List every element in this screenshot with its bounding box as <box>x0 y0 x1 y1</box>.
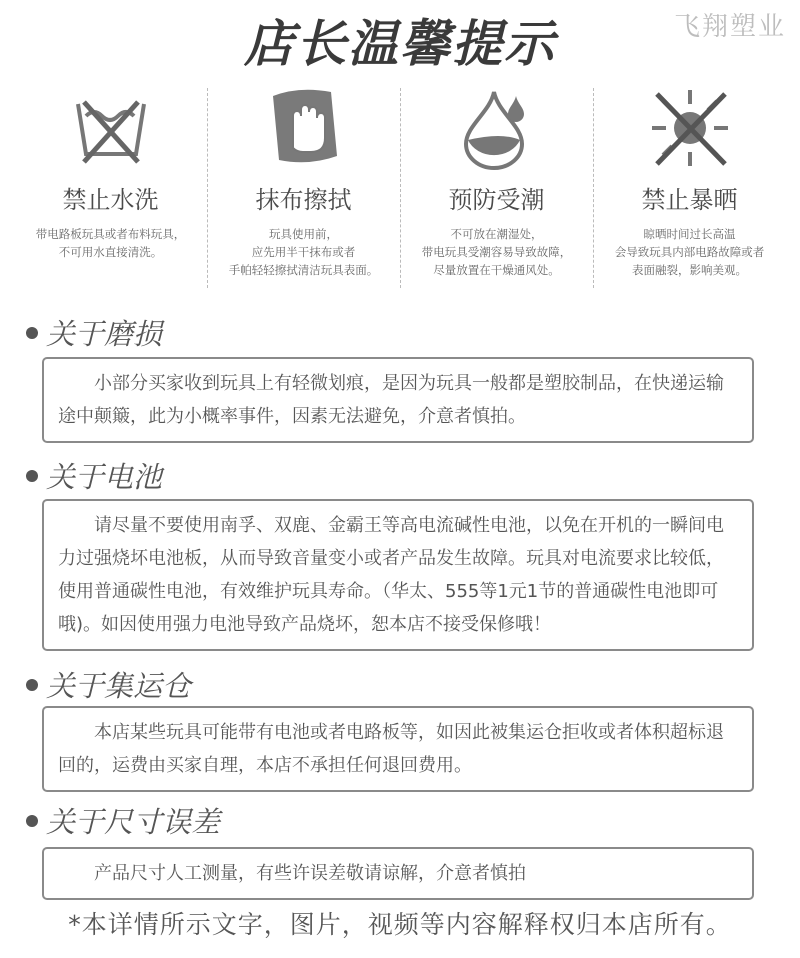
tip-moisture <box>400 82 593 292</box>
tip-heading: 禁止水洗 <box>62 186 159 214</box>
no-wash-icon <box>66 82 156 172</box>
footer-disclaimer: *本详情所示文字，图片，视频等内容解释权归本店所有。 <box>68 910 732 939</box>
water-drop-icon <box>452 82 542 172</box>
bullet-icon <box>26 327 38 339</box>
section-box-consolidation <box>42 706 754 792</box>
tip-description: 不可放在潮湿处， 带电玩具受潮容易导致故障， 尽量放置在干燥通风处。 <box>421 227 572 277</box>
tip-description: 带电路板玩具或者布料玩具， 不可用水直接清洗。 <box>35 227 186 259</box>
section-text: 本店某些玩具可能带有电池或者电路板等，如因此被集运仓拒收或者体积超标退回的，运费由买家自理，本店不承担任何退回费用。 <box>58 722 724 776</box>
section-box-wear <box>42 357 754 443</box>
no-sun-icon <box>645 82 735 172</box>
page-title: 店长温馨提示 <box>244 15 556 73</box>
section-box-battery <box>42 499 754 651</box>
bullet-icon <box>26 679 38 691</box>
section-heading-consolidation: 关于集运仓 <box>26 664 191 705</box>
section-box-size <box>42 847 754 900</box>
bullet-icon <box>26 470 38 482</box>
tip-heading: 禁止暴晒 <box>641 186 738 214</box>
cloth-wipe-icon <box>259 82 349 172</box>
tip-heading: 抹布擦拭 <box>255 186 352 214</box>
watermark: 飞翔塑业 <box>673 12 786 42</box>
tip-heading: 预防受潮 <box>448 186 545 214</box>
tip-description: 玩具使用前， 应先用半干抹布或者 手帕轻轻擦拭清洁玩具表面。 <box>228 227 379 277</box>
tips-row <box>14 82 786 292</box>
tip-no-wash <box>14 82 207 292</box>
tip-cloth-wipe <box>207 82 400 292</box>
section-text: 产品尺寸人工测量，有些许误差敬请谅解，介意者慎拍 <box>94 863 526 884</box>
tip-description: 晾晒时间过长高温 会导致玩具内部电路故障或者 表面融裂，影响美观。 <box>614 227 765 277</box>
section-heading-size: 关于尺寸误差 <box>26 800 220 841</box>
section-heading-wear: 关于磨损 <box>26 312 162 353</box>
section-heading-battery: 关于电池 <box>26 455 162 496</box>
tip-no-sun <box>593 82 786 292</box>
section-text: 小部分买家收到玩具上有轻微划痕，是因为玩具一般都是塑胶制品，在快递运输途中颠簸，此为小概率事件，因素无法避免，介意者慎拍。 <box>58 373 724 427</box>
bullet-icon <box>26 815 38 827</box>
section-text: 请尽量不要使用南孚、双鹿、金霸王等高电流碱性电池，以免在开机的一瞬间电力过强烧坏电池板，从而导致音量变小或者产品发生故障。玩具对电流要求比较低，使用普通碳性电池，有效维护玩具寿命。（华太、555等1元1节的普通碳性电池即可哦)。如因使用强力电池导致产品烧坏，恕本店不接受保修哦！ <box>58 515 724 635</box>
